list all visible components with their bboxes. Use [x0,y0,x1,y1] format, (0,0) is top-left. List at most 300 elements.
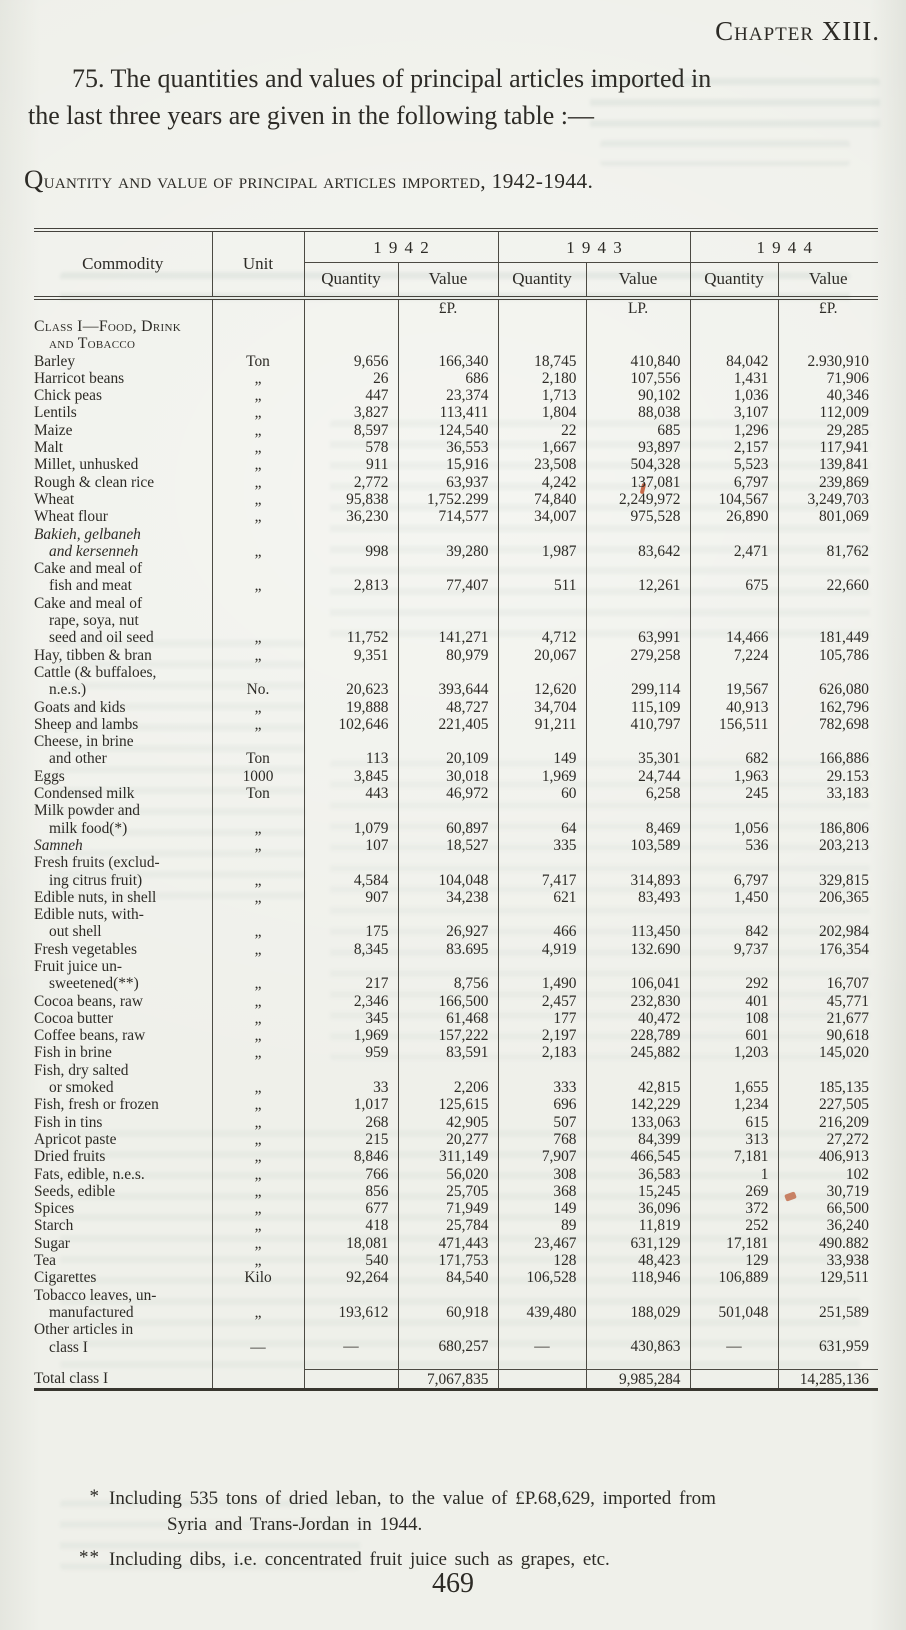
value-cell: 117,941 [778,439,878,456]
value-cell: 102,646 [304,716,398,733]
commodity-name [34,439,212,456]
commodity-name [34,1252,212,1269]
value-cell: 149 [498,1200,586,1217]
value-cell: 2,180 [498,370,586,387]
value-cell: 42,905 [398,1114,498,1131]
value-cell: 12,261 [586,560,690,595]
value-cell: 536 [690,837,778,854]
commodity-row [34,1027,878,1044]
value-cell: 84,042 [690,353,778,370]
footnote-line: Syria and Trans-Jordan in 1944. [167,1514,423,1535]
value-cell: 19,567 [690,664,778,699]
value-cell: 104,048 [398,854,498,889]
commodity-name [34,1131,212,1148]
unit-cell: Ton [212,353,304,370]
value-cell: 4,712 [498,595,586,647]
commodity-name-line: Hay, tibben & bran [34,646,152,664]
unit-cell: Ton [212,785,304,802]
unit-cell: „ [212,1062,304,1097]
value-cell: 56,020 [398,1166,498,1183]
commodity-name-line: Millet, unhusked [34,456,139,474]
value-cell: 149 [498,733,586,768]
commodity-name [34,560,212,595]
class-heading-row [34,318,878,353]
value-cell: 2,183 [498,1044,586,1061]
commodity-name [34,906,212,941]
value-cell: 30,018 [398,768,498,785]
value-cell: 35,301 [586,733,690,768]
unit-cell: „ [212,837,304,854]
value-cell: 40,913 [690,699,778,716]
commodity-name-line: Goats and kids [34,698,126,716]
value-cell: 216,209 [778,1114,878,1131]
value-cell: 6,258 [586,785,690,802]
value-cell: 686 [398,370,498,387]
unit-cell: „ [212,1148,304,1165]
commodity-name [34,802,212,837]
value-cell: 104,567 [690,491,778,508]
value-cell: 856 [304,1183,398,1200]
total-label: Total class I [34,1369,109,1387]
commodity-name-line: Milk powder and [34,802,141,820]
value-cell: 447 [304,387,398,404]
value-cell: 89 [498,1217,586,1234]
commodity-name-line: Cake and meal of [34,594,143,612]
commodity-name [34,404,212,421]
value-cell: 64 [498,802,586,837]
value-cell: 42,815 [586,1062,690,1097]
value-cell: 490.882 [778,1235,878,1252]
value-cell: 66,500 [778,1200,878,1217]
value-cell: 251,589 [778,1287,878,1322]
commodity-row [34,958,878,993]
value-cell: 60,918 [398,1287,498,1322]
value-cell: 63,937 [398,474,498,491]
total-row [34,1370,878,1390]
commodity-name-line: seed and oil seed [49,629,154,647]
value-cell: 108 [690,1010,778,1027]
value-cell: 20,109 [398,733,498,768]
commodity-name-line: Fresh fruits (exclud- [34,854,160,872]
value-cell: 1,490 [498,958,586,993]
commodity-name-line: class I [49,1338,88,1356]
unit-cell: „ [212,439,304,456]
commodity-name [34,1287,212,1322]
value-cell: 203,213 [778,837,878,854]
commodity-row [34,526,878,561]
value-cell: 107,556 [586,370,690,387]
commodity-name-line: Fish in brine [34,1044,112,1062]
value-cell: 766 [304,1166,398,1183]
commodity-name [34,491,212,508]
commodity-name [34,768,212,785]
unit-cell: „ [212,699,304,716]
value-cell: 504,328 [586,456,690,473]
unit-cell: „ [212,491,304,508]
commodity-name-line: Edible nuts, in shell [34,888,157,906]
value-cell: 239,869 [778,474,878,491]
value-cell: 46,972 [398,785,498,802]
value-cell: 30,719 [778,1183,878,1200]
chapter-heading: Chapter XIII. [715,16,880,46]
value-cell: 113,411 [398,404,498,421]
value-cell: 299,114 [586,664,690,699]
value-cell: 714,577 [398,508,498,525]
commodity-row [34,422,878,439]
value-cell: 7,224 [690,647,778,664]
value-cell: 1,752.299 [398,491,498,508]
value-cell: 1,713 [498,387,586,404]
value-cell: 1,987 [498,526,586,561]
value-cell: 23,508 [498,456,586,473]
value-cell: 20,277 [398,1131,498,1148]
value-cell: 466,545 [586,1148,690,1165]
unit-cell: „ [212,1200,304,1217]
value-cell: 410,840 [586,353,690,370]
value-cell: 112,009 [778,404,878,421]
commodity-name-line: Spices [34,1200,75,1218]
commodity-name-line: Bakieh, gelbaneh [34,525,141,543]
commodity-row [34,802,878,837]
value-cell: 1,234 [690,1096,778,1113]
value-cell: 25,705 [398,1183,498,1200]
value-cell: 156,511 [690,716,778,733]
value-cell: 11,752 [304,595,398,647]
commodity-row [34,1252,878,1269]
value-cell: 107 [304,837,398,854]
commodity-name-line: Cake and meal of [34,560,143,578]
footnote [28,1486,884,1538]
value-cell: 48,423 [586,1252,690,1269]
commodity-name-line: Cattle (& buffaloes, [34,663,157,681]
commodity-name [34,1096,212,1113]
value-cell: 26,927 [398,906,498,941]
value-cell: 188,029 [586,1287,690,1322]
intro-paragraph [28,60,880,134]
total-value-1942: 7,067,835 [398,1370,498,1390]
value-cell: 71,949 [398,1200,498,1217]
col-header-year-1942: 1942 [304,230,498,263]
unit-cell: 1000 [212,768,304,785]
value-cell: 227,505 [778,1096,878,1113]
value-cell: 9,656 [304,353,398,370]
value-cell: 8,846 [304,1148,398,1165]
value-cell: 125,615 [398,1096,498,1113]
value-cell: 418 [304,1217,398,1234]
value-cell: 601 [690,1027,778,1044]
commodity-name [34,1166,212,1183]
value-cell: 26 [304,370,398,387]
commodity-name [34,716,212,733]
commodity-row [34,404,878,421]
col-header-quantity: Quantity [690,263,778,299]
unit-cell: „ [212,1252,304,1269]
value-cell: 998 [304,526,398,561]
value-cell: 36,553 [398,439,498,456]
value-cell: 393,644 [398,664,498,699]
value-cell: 1,036 [690,387,778,404]
value-cell: 171,753 [398,1252,498,1269]
value-cell: 118,946 [586,1269,690,1286]
value-cell: 166,500 [398,993,498,1010]
commodity-row [34,733,878,768]
footnote-marker: ** [79,1547,100,1568]
unit-cell: „ [212,1027,304,1044]
commodity-name [34,508,212,525]
commodity-name [34,958,212,993]
unit-cell: „ [212,958,304,993]
value-cell: 975,528 [586,508,690,525]
unit-cell: „ [212,716,304,733]
value-cell: 268 [304,1114,398,1131]
value-cell: 36,583 [586,1166,690,1183]
value-cell: 406,913 [778,1148,878,1165]
value-cell: 166,886 [778,733,878,768]
unit-cell: „ [212,387,304,404]
value-cell: 1,296 [690,422,778,439]
commodity-name-line: Cocoa butter [34,1009,114,1027]
commodity-name-line: Condensed milk [34,785,135,803]
unit-cell: „ [212,560,304,595]
unit-cell: „ [212,474,304,491]
currency-row [34,298,878,318]
value-cell: 84,399 [586,1131,690,1148]
commodity-row [34,837,878,854]
value-cell: 45,771 [778,993,878,1010]
value-cell: — [690,1321,778,1370]
value-cell: 1 [690,1166,778,1183]
value-cell: 14,466 [690,595,778,647]
value-cell: 2,772 [304,474,398,491]
commodity-row [34,1096,878,1113]
unit-cell: „ [212,456,304,473]
value-cell: 15,245 [586,1183,690,1200]
commodity-name-line: Rough & clean rice [34,473,155,491]
value-cell: 61,468 [398,1010,498,1027]
commodity-row [34,664,878,699]
footnote-marker: * [89,1486,100,1507]
value-cell: 245 [690,785,778,802]
commodity-row [34,1131,878,1148]
value-cell: 128 [498,1252,586,1269]
value-cell: 20,067 [498,647,586,664]
unit-cell: Kilo [212,1269,304,1286]
value-cell: 193,612 [304,1287,398,1322]
value-cell: 911 [304,456,398,473]
unit-cell: „ [212,1010,304,1027]
commodity-name-line: Harricot beans [34,369,125,387]
unit-cell: „ [212,941,304,958]
commodity-row [34,1010,878,1027]
value-cell: 631,959 [778,1321,878,1370]
value-cell: 1,969 [498,768,586,785]
commodity-name-line: Fresh vegetables [34,940,138,958]
value-cell: 6,797 [690,854,778,889]
commodity-name [34,422,212,439]
value-cell: 907 [304,889,398,906]
value-cell: 466 [498,906,586,941]
unit-cell: „ [212,1131,304,1148]
value-cell: 9,351 [304,647,398,664]
commodity-name [34,1183,212,1200]
commodity-name [34,1235,212,1252]
value-cell: 22,660 [778,560,878,595]
col-header-quantity: Quantity [498,263,586,299]
commodity-name-line: Wheat flour [34,508,108,526]
unit-cell: „ [212,647,304,664]
value-cell: 60,897 [398,802,498,837]
value-cell: 33 [304,1062,398,1097]
commodity-name-line: Apricot paste [34,1130,117,1148]
value-cell: 2,457 [498,993,586,1010]
value-cell: 8,597 [304,422,398,439]
footnote-line: Including 535 tons of dried leban, to the value of £P.68,629, imported from [109,1488,716,1509]
value-cell: 206,365 [778,889,878,906]
col-header-commodity: Commodity [34,230,212,298]
value-cell: 682 [690,733,778,768]
commodity-row [34,647,878,664]
unit-cell: Ton [212,733,304,768]
value-cell: 124,540 [398,422,498,439]
value-cell: 95,838 [304,491,398,508]
value-cell: 615 [690,1114,778,1131]
commodity-name-line: Starch [34,1217,74,1235]
col-header-value: Value [586,263,690,299]
commodity-name-line: Eggs [34,767,65,785]
commodity-name [34,941,212,958]
value-cell: 439,480 [498,1287,586,1322]
col-header-value: Value [778,263,878,299]
value-cell: 166,340 [398,353,498,370]
value-cell: 1,804 [498,404,586,421]
value-cell: 252 [690,1217,778,1234]
commodity-name [34,1148,212,1165]
value-cell: 685 [586,422,690,439]
value-cell: 11,819 [586,1217,690,1234]
commodity-name [34,733,212,768]
commodity-name [34,456,212,473]
value-cell: 20,623 [304,664,398,699]
commodity-name [34,889,212,906]
unit-cell: „ [212,595,304,647]
commodity-row [34,1062,878,1097]
unit-cell: „ [212,889,304,906]
value-cell: 142,229 [586,1096,690,1113]
commodity-name-line: Fats, edible, n.e.s. [34,1165,145,1183]
value-cell: 202,984 [778,906,878,941]
commodity-name [34,1200,212,1217]
unit-cell: „ [212,802,304,837]
commodity-name-line: Dried fruits [34,1148,106,1166]
value-cell: 60 [498,785,586,802]
value-cell: 228,789 [586,1027,690,1044]
value-cell: 74,840 [498,491,586,508]
total-value-1943: 9,985,284 [586,1370,690,1390]
value-cell: 221,405 [398,716,498,733]
unit-cell: „ [212,370,304,387]
value-cell: 269 [690,1183,778,1200]
unit-cell: „ [212,404,304,421]
value-cell: 88,038 [586,404,690,421]
commodity-name-line: Tobacco leaves, un- [34,1286,157,1304]
value-cell: 245,882 [586,1044,690,1061]
commodity-row [34,474,878,491]
value-cell: 313 [690,1131,778,1148]
currency-1943: LP. [586,298,690,318]
value-cell: 106,528 [498,1269,586,1286]
commodity-name-line: Fish, dry salted [34,1061,129,1079]
value-cell: 113 [304,733,398,768]
value-cell: 26,890 [690,508,778,525]
commodity-name-line: Samneh [34,836,83,854]
value-cell: 113,450 [586,906,690,941]
commodity-row [34,370,878,387]
unit-cell: „ [212,854,304,889]
commodity-name-line: Malt [34,439,64,457]
table-title: Quantity and value of principal articles imported, 1942-1944. [24,164,594,194]
unit-cell: „ [212,1114,304,1131]
intro-line: the last three years are given in the following table :— [28,101,595,130]
value-cell: 18,745 [498,353,586,370]
value-cell: 115,109 [586,699,690,716]
value-cell: 335 [498,837,586,854]
value-cell: 308 [498,1166,586,1183]
imports-table [34,228,878,1391]
value-cell: 621 [498,889,586,906]
commodity-name-line: and kersenneh [49,542,139,560]
value-cell: 3,845 [304,768,398,785]
value-cell: 139,841 [778,456,878,473]
unit-cell: „ [212,422,304,439]
commodity-name [34,1114,212,1131]
unit-cell: — [212,1321,304,1370]
value-cell: 27,272 [778,1131,878,1148]
value-cell: 141,271 [398,595,498,647]
commodity-name-line: Tea [34,1252,56,1270]
value-cell: 215 [304,1131,398,1148]
col-header-year-1944: 1944 [690,230,878,263]
commodity-name [34,993,212,1010]
commodity-name [34,353,212,370]
commodity-name [34,1321,212,1370]
value-cell: 34,238 [398,889,498,906]
commodity-name-line: Fish in tins [34,1113,103,1131]
value-cell: 19,888 [304,699,398,716]
commodity-row [34,1217,878,1234]
value-cell: 578 [304,439,398,456]
value-cell: 39,280 [398,526,498,561]
commodity-row [34,508,878,525]
value-cell: 279,258 [586,647,690,664]
value-cell: 1,203 [690,1044,778,1061]
commodity-name-line: Edible nuts, with- [34,906,144,924]
commodity-name-line: or smoked [49,1079,114,1097]
value-cell: 631,129 [586,1235,690,1252]
value-cell: 6,797 [690,474,778,491]
value-cell: 1,450 [690,889,778,906]
commodity-row [34,1166,878,1183]
total-value-1944: 14,285,136 [778,1370,878,1390]
commodity-name-line: ing citrus fruit) [49,871,143,889]
commodity-name-line: fish and meat [49,577,132,595]
commodity-name-line: Cocoa beans, raw [34,992,143,1010]
value-cell: 63,991 [586,595,690,647]
value-cell: 12,620 [498,664,586,699]
value-cell: 48,727 [398,699,498,716]
commodity-name-line: milk food(*) [49,819,128,837]
value-cell: 176,354 [778,941,878,958]
value-cell: 132.690 [586,941,690,958]
